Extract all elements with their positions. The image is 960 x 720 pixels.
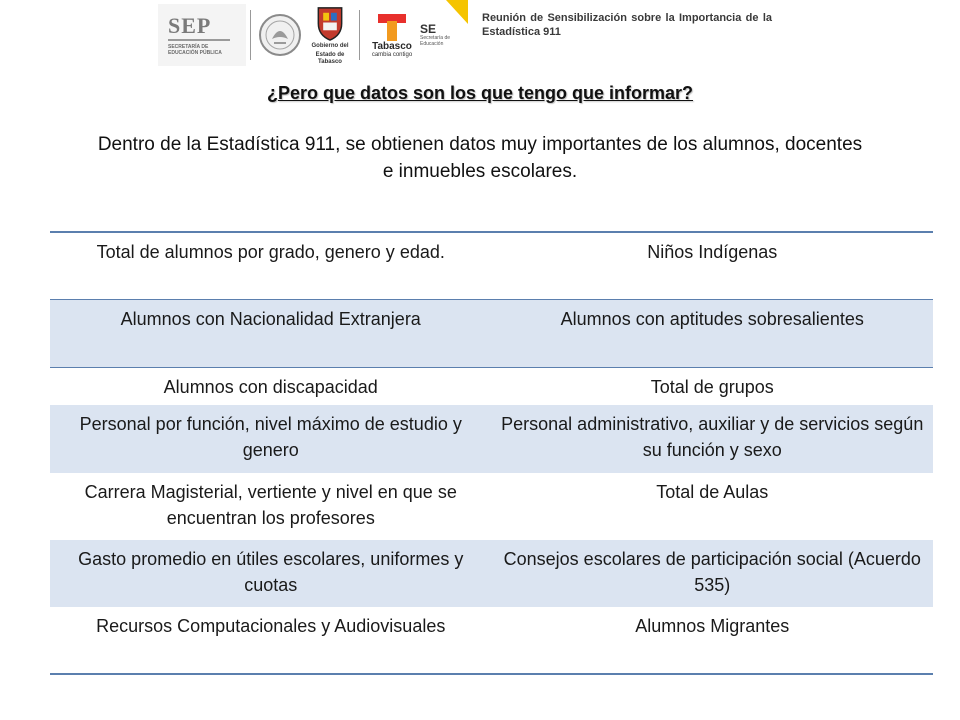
table-cell-left: Personal por función, nivel máximo de estudio y genero bbox=[50, 405, 492, 473]
data-table bbox=[50, 231, 933, 675]
table-row bbox=[50, 232, 933, 299]
table-row bbox=[50, 299, 933, 367]
table-cell-left: Recursos Computacionales y Audiovisuales bbox=[96, 616, 446, 636]
gobierno-shield-icon bbox=[315, 4, 345, 41]
table-row bbox=[50, 405, 933, 473]
tabasco-logo bbox=[364, 4, 420, 66]
table-cell-left: Total de alumnos por grado, genero y edad. bbox=[96, 242, 445, 262]
table-row bbox=[50, 473, 933, 540]
se-logo-subtitle-2: Educación bbox=[420, 41, 444, 47]
logo-strip bbox=[158, 2, 466, 68]
sep-logo bbox=[158, 4, 246, 66]
table-cell-left: Alumnos con Nacionalidad Extranjera bbox=[50, 299, 492, 367]
table-cell-right: Alumnos con aptitudes sobresalientes bbox=[492, 299, 934, 367]
table-row bbox=[50, 367, 933, 405]
gobierno-label-1: Gobierno del bbox=[311, 43, 349, 49]
table-row bbox=[50, 607, 933, 674]
table-cell-right: Alumnos Migrantes bbox=[635, 616, 790, 636]
table-cell-right: Niños Indígenas bbox=[647, 242, 778, 262]
logo-divider bbox=[359, 10, 360, 60]
logo-divider bbox=[250, 10, 251, 60]
table-cell-left: Gasto promedio en útiles escolares, uniformes y cuotas bbox=[50, 540, 492, 607]
table-cell-right: Total de grupos bbox=[492, 367, 934, 405]
table-cell-left: Carrera Magisterial, vertiente y nivel en que se encuentran los profesores bbox=[84, 482, 457, 528]
sep-logo-title: SEP bbox=[168, 12, 212, 38]
table-cell-right: Total de Aulas bbox=[656, 482, 769, 502]
gobierno-label-2: Estado de Tabasco bbox=[315, 52, 345, 65]
table-cell-right: Personal administrativo, auxiliar y de servicios según su función y sexo bbox=[492, 405, 934, 473]
tabasco-t-icon bbox=[377, 12, 407, 42]
se-logo-subtitle-1: Secretaría de bbox=[420, 35, 451, 41]
corner-triangle-icon bbox=[446, 0, 468, 26]
meeting-header-text: Reunión de Sensibilización sobre la Importancia de la Estadística 911 bbox=[482, 12, 772, 38]
tabasco-tagline: cambia contigo bbox=[371, 51, 413, 58]
mexico-seal-icon bbox=[255, 4, 305, 66]
gobierno-tabasco-logo bbox=[305, 4, 355, 66]
table-row bbox=[50, 540, 933, 607]
tabasco-title: Tabasco bbox=[372, 40, 412, 52]
sep-logo-subtitle-2: EDUCACIÓN PÚBLICA bbox=[168, 49, 222, 56]
table-cell-left: Alumnos con discapacidad bbox=[50, 367, 492, 405]
sep-logo-rule bbox=[168, 39, 230, 41]
sep-logo-subtitle-1: SECRETARÍA DE bbox=[168, 43, 209, 50]
intro-paragraph: Dentro de la Estadística 911, se obtienen datos muy importantes de los alumnos, docentes e inmuebles escolares. bbox=[97, 134, 863, 182]
page-title: ¿Pero que datos son los que tengo que informar? bbox=[266, 83, 694, 103]
table-cell-right: Consejos escolares de participación social (Acuerdo 535) bbox=[492, 540, 934, 607]
se-logo-title: SE bbox=[420, 22, 437, 36]
